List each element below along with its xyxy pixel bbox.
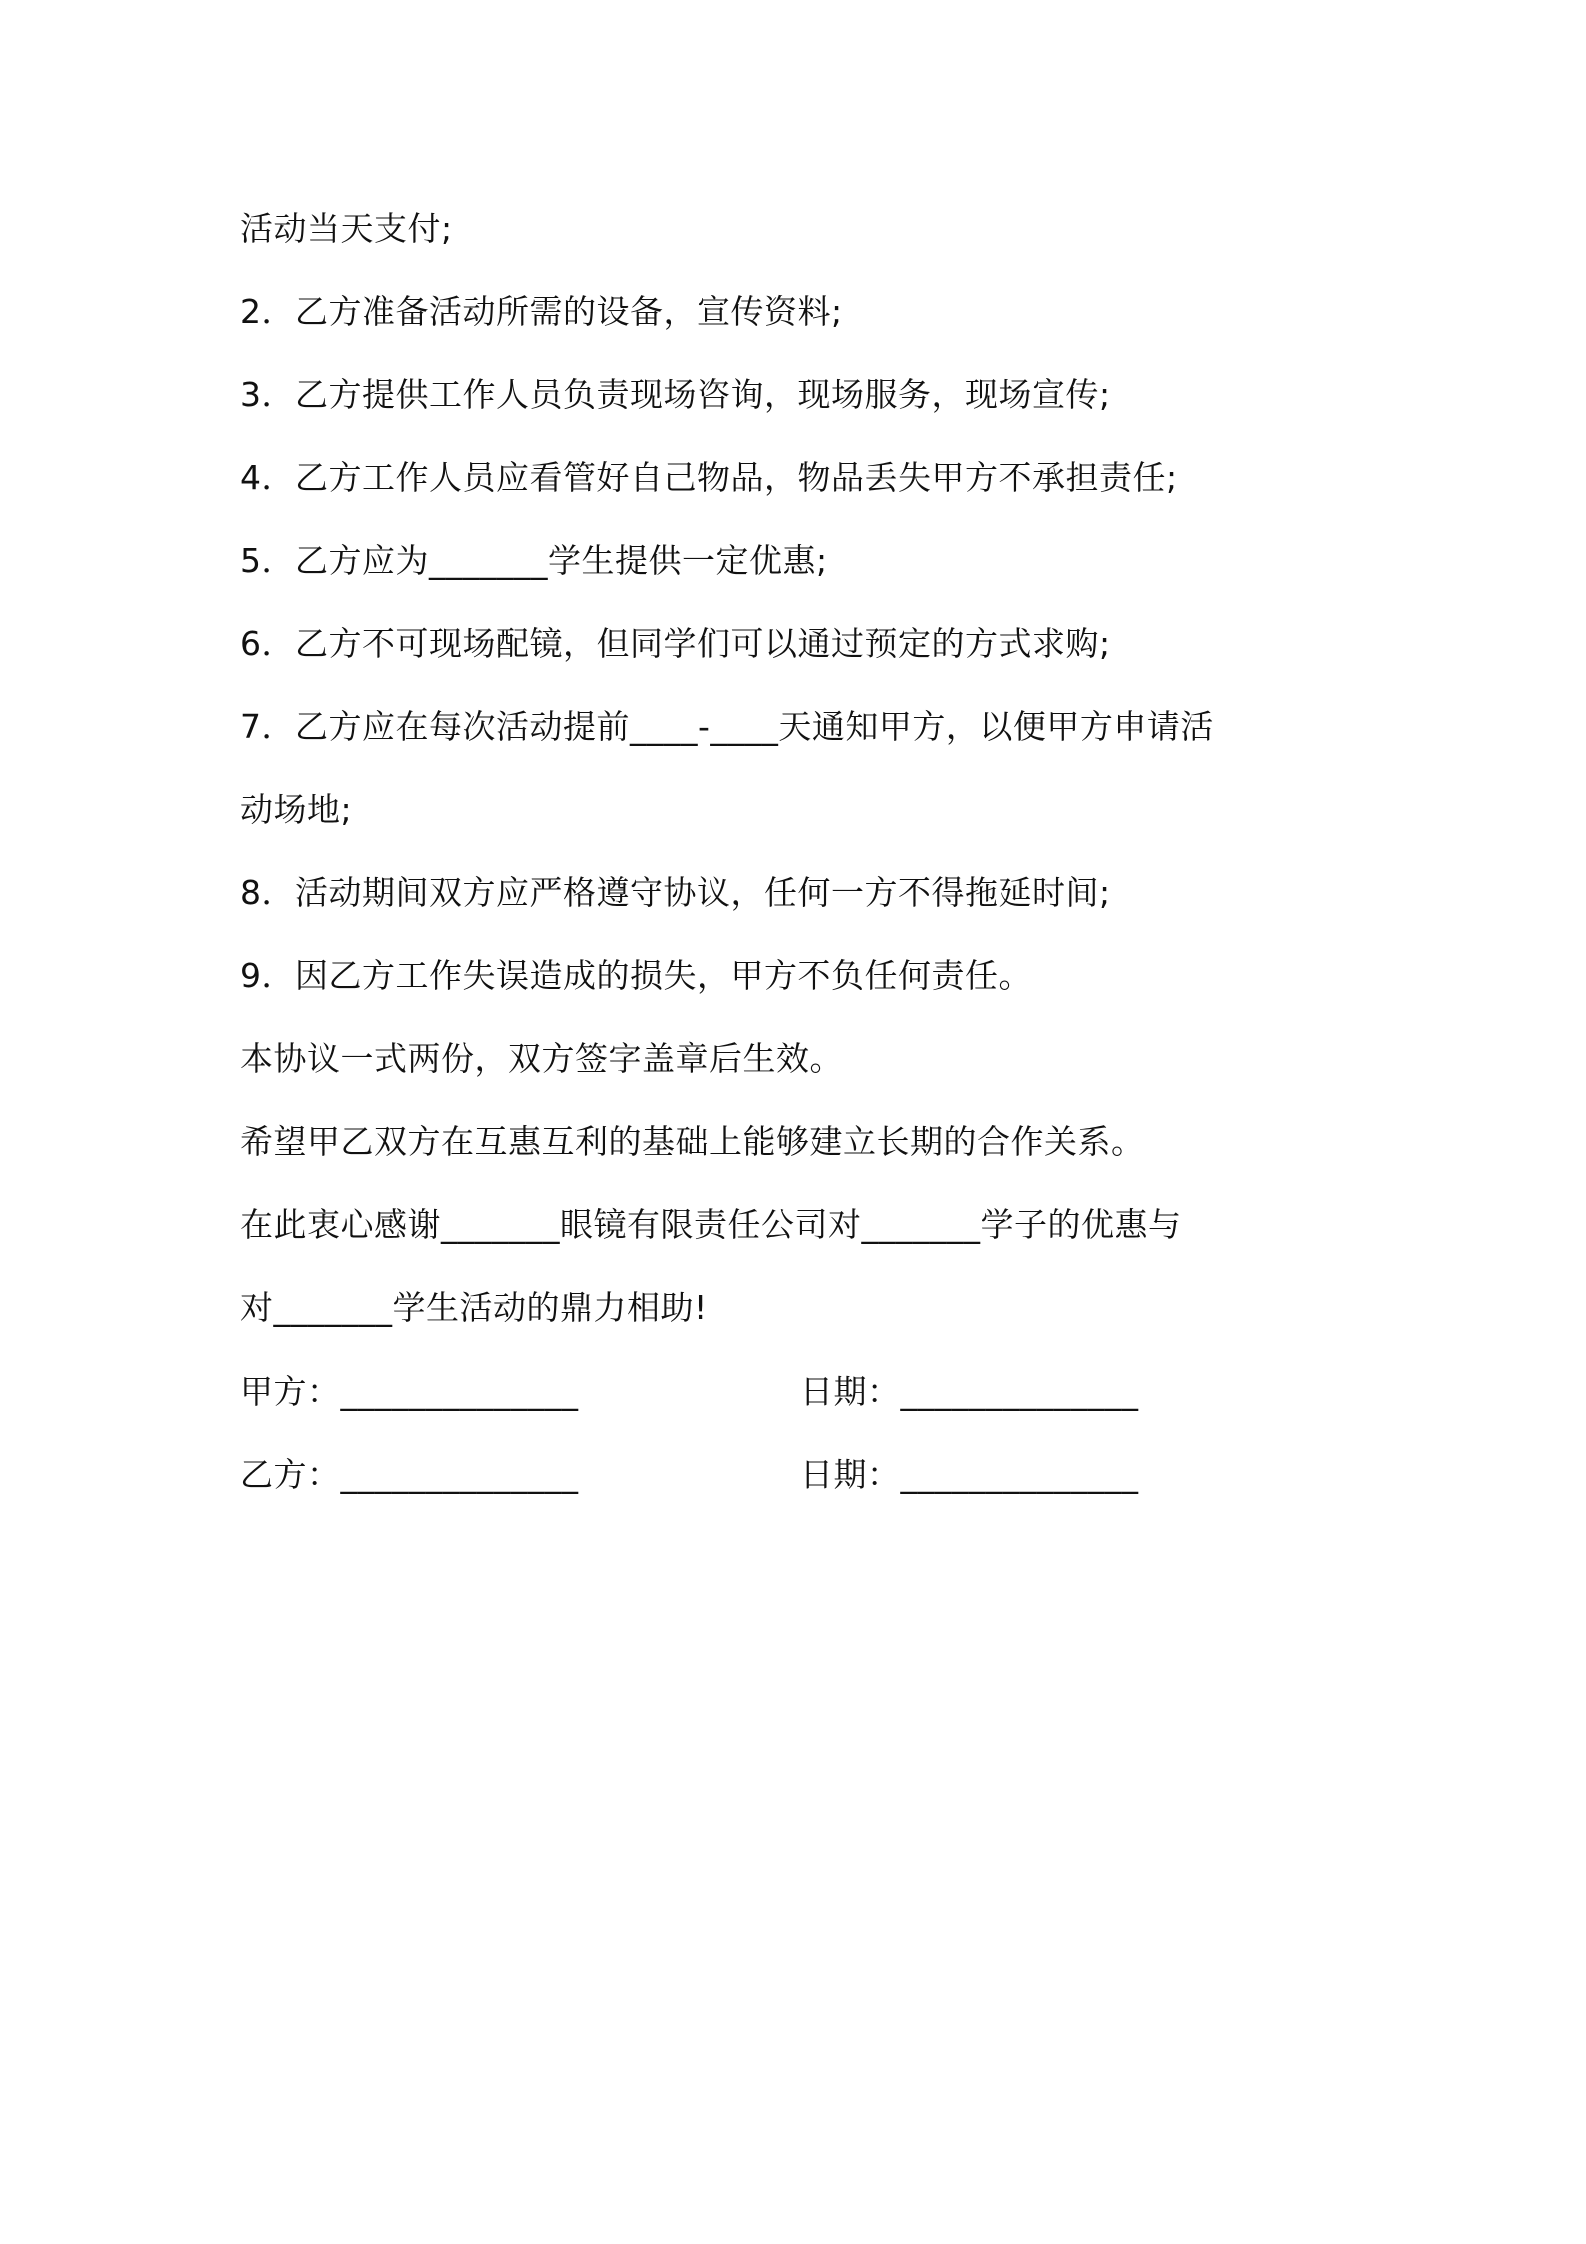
party-a-signature: 甲方：______________ [240,1372,579,1411]
party-b-signature: 乙方：______________ [240,1455,579,1494]
party-b-date: 日期：______________ [800,1455,1139,1494]
text-line: 活动当天支付; [240,209,453,248]
clause-3: 3．乙方提供工作人员负责现场咨询，现场服务，现场宣传; [240,375,1111,414]
clause-4: 4．乙方工作人员应看管好自己物品，物品丢失甲方不承担责任; [240,458,1178,497]
thanks-line-continued: 对_______学生活动的鼎力相助! [240,1288,708,1327]
clause-7-continued: 动场地; [240,790,353,829]
clause-2: 2．乙方准备活动所需的设备，宣传资料; [240,292,843,331]
agreement-copies-note: 本协议一式两份，双方签字盖章后生效。 [240,1039,843,1078]
clause-8: 8．活动期间双方应严格遵守协议，任何一方不得拖延时间; [240,873,1111,912]
clause-5: 5．乙方应为_______学生提供一定优惠; [240,541,828,580]
clause-7: 7．乙方应在每次活动提前____-____天通知甲方，以便甲方申请活 [240,707,1214,746]
cooperation-hope: 希望甲乙双方在互惠互利的基础上能够建立长期的合作关系。 [240,1122,1145,1161]
clause-6: 6．乙方不可现场配镜，但同学们可以通过预定的方式求购; [240,624,1111,663]
thanks-line: 在此衷心感谢_______眼镜有限责任公司对_______学子的优惠与 [240,1205,1182,1244]
clause-9: 9．因乙方工作失误造成的损失，甲方不负任何责任。 [240,956,1032,995]
party-a-date: 日期：______________ [800,1372,1139,1411]
